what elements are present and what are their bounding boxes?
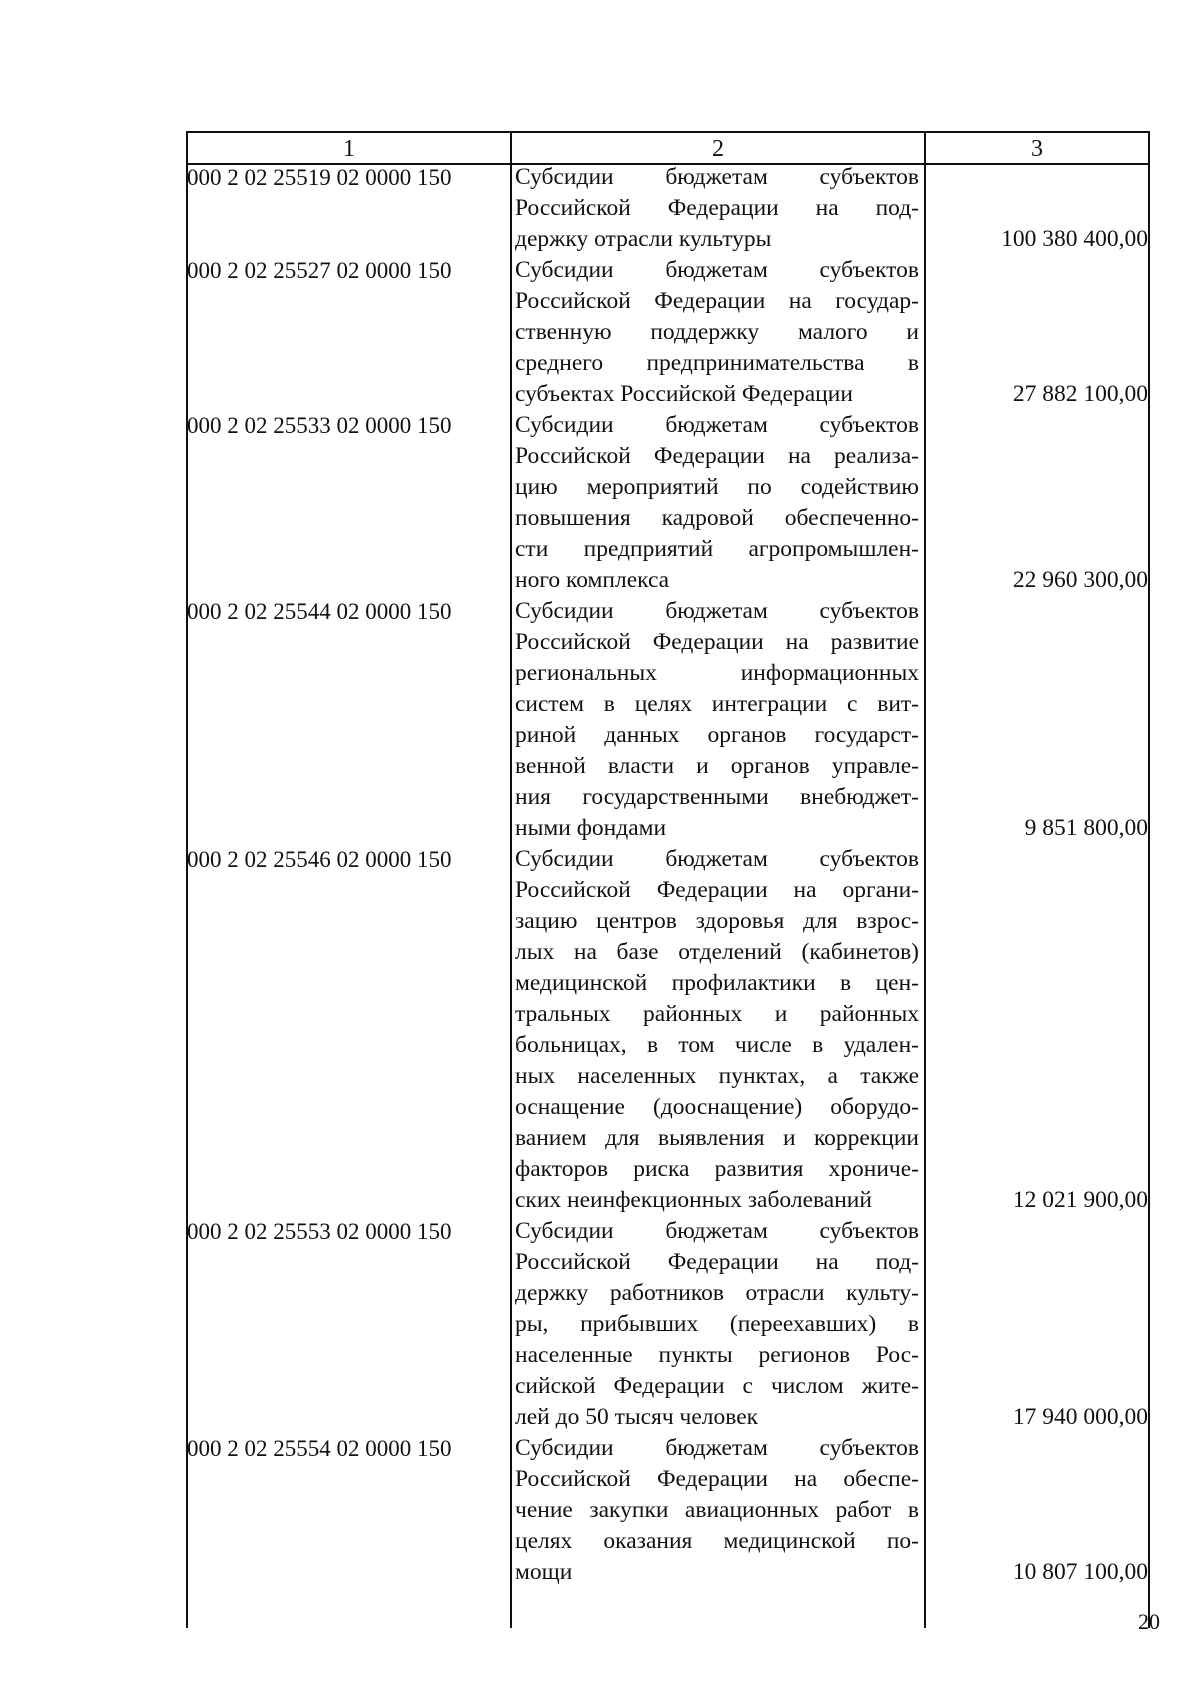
description-line: повышения кадровой обеспеченно-: [515, 505, 919, 531]
description-line: Субсидии бюджетам субъектов: [515, 164, 919, 190]
table-row-description: [515, 844, 919, 1216]
description-line: ных населенных пунктах, а также: [515, 1063, 919, 1089]
table-row-amount: 17 940 000,00: [1012, 1404, 1148, 1430]
table-row-code: 000 2 02 25546 02 0000 150: [187, 847, 452, 872]
description-line: чение закупки авиационных работ в: [515, 1497, 919, 1523]
column-divider-1: [510, 131, 512, 1628]
description-line: ного комплекса: [515, 567, 670, 593]
description-line: лых на базе отделений (кабинетов): [515, 939, 919, 965]
description-line: больницах, в том числе в удален-: [515, 1032, 919, 1058]
page-number: 20: [1138, 1609, 1160, 1634]
description-line: венной власти и органов управле-: [515, 753, 919, 779]
description-line: населенные пункты регионов Рос-: [515, 1342, 919, 1368]
table-row-code: 000 2 02 25544 02 0000 150: [187, 599, 452, 624]
description-line: Субсидии бюджетам субъектов: [515, 1218, 919, 1244]
description-line: медицинской профилактики в цен-: [515, 970, 919, 996]
description-line: сти предприятий агропромышлен-: [515, 536, 919, 562]
table-row-amount: 22 960 300,00: [1012, 567, 1148, 593]
description-line: субъектах Российской Федерации: [515, 381, 853, 407]
description-line: ванием для выявления и коррекции: [515, 1125, 919, 1151]
column-header-2: 2: [712, 136, 724, 162]
description-line: факторов риска развития хрониче-: [515, 1156, 919, 1182]
description-line: тральных районных и районных: [515, 1001, 919, 1027]
description-line: Субсидии бюджетам субъектов: [515, 257, 919, 283]
description-line: Российской Федерации на органи-: [515, 877, 919, 903]
description-line: Субсидии бюджетам субъектов: [515, 1435, 919, 1461]
table-row-amount: 27 882 100,00: [1012, 381, 1148, 407]
table-row-amount: 9 851 800,00: [1024, 815, 1148, 841]
description-line: держку работников отрасли культу-: [515, 1280, 919, 1306]
table-row-code: 000 2 02 25554 02 0000 150: [187, 1436, 452, 1461]
description-line: зацию центров здоровья для взрос-: [515, 908, 919, 934]
description-line: ственную поддержку малого и: [515, 319, 919, 345]
description-line: среднего предпринимательства в: [515, 350, 919, 376]
description-line: Российской Федерации на реализа-: [515, 443, 919, 469]
description-line: держку отрасли культуры: [515, 226, 772, 252]
column-header-3: 3: [1031, 136, 1043, 162]
description-line: мощи: [515, 1559, 573, 1585]
description-line: Российской Федерации на развитие: [515, 629, 919, 655]
description-line: ры, прибывших (переехавших) в: [515, 1311, 919, 1337]
table-left-border: [186, 131, 188, 1628]
description-line: оснащение (дооснащение) оборудо-: [515, 1094, 919, 1120]
description-line: Субсидии бюджетам субъектов: [515, 598, 919, 624]
table-row-description: [515, 162, 919, 255]
description-line: Российской Федерации на под-: [515, 195, 919, 221]
description-line: Российской Федерации на обеспе-: [515, 1466, 919, 1492]
description-line: целях оказания медицинской по-: [515, 1528, 919, 1554]
table-right-border: [1148, 131, 1150, 1628]
description-line: ными фондами: [515, 815, 667, 841]
table-row-code: 000 2 02 25533 02 0000 150: [187, 413, 452, 438]
table-row-code: 000 2 02 25519 02 0000 150: [187, 165, 452, 190]
table-row-amount: 12 021 900,00: [1012, 1187, 1148, 1213]
table-row-description: [515, 596, 919, 844]
column-header-1: 1: [343, 136, 355, 162]
description-line: ния государственными внебюджет-: [515, 784, 919, 810]
description-line: Субсидии бюджетам субъектов: [515, 412, 919, 438]
description-line: Российской Федерации на государ-: [515, 288, 919, 314]
description-line: Субсидии бюджетам субъектов: [515, 846, 919, 872]
description-line: риной данных органов государст-: [515, 722, 919, 748]
description-line: систем в целях интеграции с вит-: [515, 691, 919, 717]
description-line: цию мероприятий по содействию: [515, 474, 919, 500]
table-row-amount: 100 380 400,00: [1001, 226, 1148, 252]
table-row-description: [515, 255, 919, 410]
table-row-code: 000 2 02 25527 02 0000 150: [187, 258, 452, 283]
column-divider-2: [924, 131, 926, 1628]
description-line: лей до 50 тысяч человек: [515, 1404, 759, 1430]
description-line: сийской Федерации с числом жите-: [515, 1373, 919, 1399]
description-line: Российской Федерации на под-: [515, 1249, 919, 1275]
table-row-description: [515, 1433, 919, 1588]
table-row-description: [515, 410, 919, 596]
table-row-amount: 10 807 100,00: [1012, 1559, 1148, 1585]
description-line: ских неинфекционных заболеваний: [515, 1187, 872, 1213]
description-line: региональных информационных: [515, 660, 919, 686]
table-row-code: 000 2 02 25553 02 0000 150: [187, 1219, 452, 1244]
table-row-description: [515, 1216, 919, 1433]
